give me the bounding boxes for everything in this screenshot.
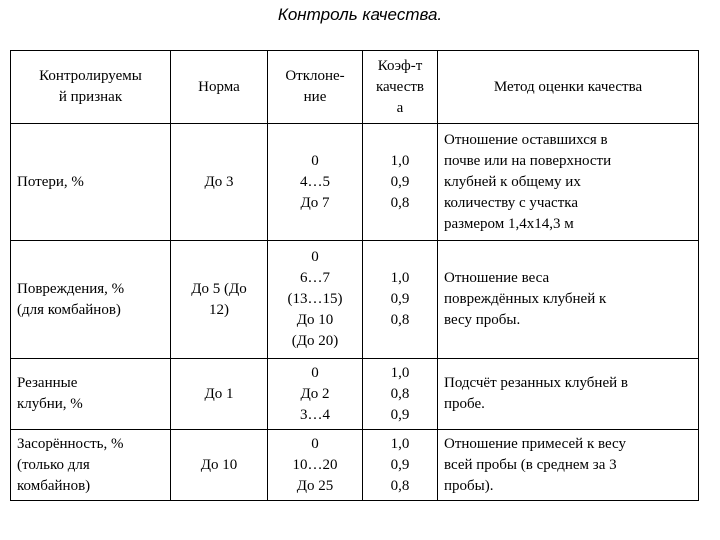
cell-coefficient [363, 430, 438, 501]
cell-line: 0,9 [390, 291, 410, 307]
header-cell-coefficient [363, 51, 438, 124]
cell-line: клубней к общему их [444, 173, 581, 190]
cell-line: До 7 [300, 194, 330, 211]
cell-attribute [11, 430, 171, 501]
cell-line: количеству с участка [444, 194, 578, 211]
cell-line: 0,8 [390, 385, 410, 402]
cell-line: 0,9 [390, 406, 410, 423]
cell-line: Отклоне- [285, 68, 345, 84]
table-row [11, 359, 699, 430]
cell-line: Засорённость, % [17, 435, 124, 452]
cell-deviation [268, 359, 363, 430]
cell-line: (До 20) [291, 333, 339, 349]
cell-line: До 2 [300, 385, 330, 402]
cell-line: Потери, % [17, 173, 84, 190]
cell-line: Отношение примесей к весу [444, 435, 626, 452]
cell-attribute [11, 124, 171, 241]
cell-line: Отношение веса [444, 270, 550, 286]
cell-line: размером 1,4х14,3 м [444, 215, 574, 232]
cell-line: 1,0 [390, 435, 410, 452]
cell-attribute [11, 241, 171, 359]
cell-line: Повреждения, % [17, 280, 125, 297]
cell-line: Отношение оставшихся в [444, 131, 608, 148]
cell-line: 0 [311, 435, 319, 452]
cell-line: 1,0 [390, 364, 410, 381]
cell-coefficient [363, 124, 438, 241]
cell-line: 0,9 [390, 173, 410, 190]
page-title: Контроль качества. [277, 5, 443, 24]
cell-line: Резанные [17, 375, 78, 391]
cell-line: й признак [58, 89, 123, 105]
cell-deviation [268, 124, 363, 241]
cell-line: 4…5 [300, 173, 330, 190]
cell-line: Метод оценки качества [493, 78, 643, 95]
cell-norm [171, 359, 268, 430]
cell-line: всей пробы (в среднем за 3 [444, 456, 617, 473]
cell-line: а [396, 99, 404, 116]
cell-deviation [268, 430, 363, 501]
cell-line: 6…7 [300, 270, 330, 286]
cell-line: 0 [311, 152, 319, 169]
cell-norm [171, 241, 268, 359]
cell-line: Подсчёт резанных клубней в [444, 375, 628, 391]
header-cell-deviation [268, 51, 363, 124]
cell-line: 3…4 [300, 406, 330, 423]
cell-line: До 10 [200, 456, 238, 473]
cell-deviation [268, 241, 363, 359]
cell-line: Контролируемы [39, 68, 142, 84]
cell-line: почве или на поверхности [444, 152, 612, 169]
cell-line: весу пробы. [444, 312, 521, 328]
cell-line: До 3 [204, 173, 234, 190]
cell-line: 1,0 [390, 270, 410, 286]
cell-line: 0,8 [390, 312, 410, 328]
cell-line: повреждённых клубней к [444, 291, 607, 307]
cell-norm [171, 430, 268, 501]
table-row [11, 430, 699, 501]
cell-line: Норма [198, 78, 240, 95]
cell-line: До 5 (До [191, 280, 247, 297]
cell-method [438, 241, 699, 359]
cell-line: 10…20 [292, 456, 338, 473]
cell-coefficient [363, 241, 438, 359]
cell-line: 0 [311, 364, 319, 381]
cell-line: 0,9 [390, 456, 410, 473]
quality-control-table [10, 50, 699, 501]
cell-line: 0,8 [390, 477, 410, 494]
table-row [11, 241, 699, 359]
cell-line: качеств [376, 78, 424, 95]
header-cell-attribute [11, 51, 171, 124]
cell-method [438, 124, 699, 241]
cell-method [438, 359, 699, 430]
cell-line: (для комбайнов) [17, 301, 121, 318]
cell-line: До 25 [296, 477, 334, 494]
table-row [11, 124, 699, 241]
cell-line: (только для [17, 456, 90, 473]
cell-line: пробы). [444, 477, 494, 494]
cell-norm [171, 124, 268, 241]
cell-coefficient [363, 359, 438, 430]
header-cell-norm [171, 51, 268, 124]
header-cell-method [438, 51, 699, 124]
cell-line: 1,0 [390, 152, 410, 169]
cell-line: 12) [209, 301, 229, 318]
cell-line: До 1 [204, 385, 234, 402]
cell-line: Коэф-т [377, 57, 423, 74]
cell-line: ние [303, 89, 327, 105]
cell-line: пробе. [444, 396, 485, 412]
cell-line: клубни, % [17, 396, 83, 412]
cell-line: комбайнов) [17, 477, 91, 494]
header-row [11, 51, 699, 124]
cell-line: 0,8 [390, 194, 410, 211]
cell-line: 0 [311, 249, 319, 265]
cell-method [438, 430, 699, 501]
cell-line: (13…15) [287, 291, 343, 307]
cell-line: До 10 [296, 312, 334, 328]
cell-attribute [11, 359, 171, 430]
